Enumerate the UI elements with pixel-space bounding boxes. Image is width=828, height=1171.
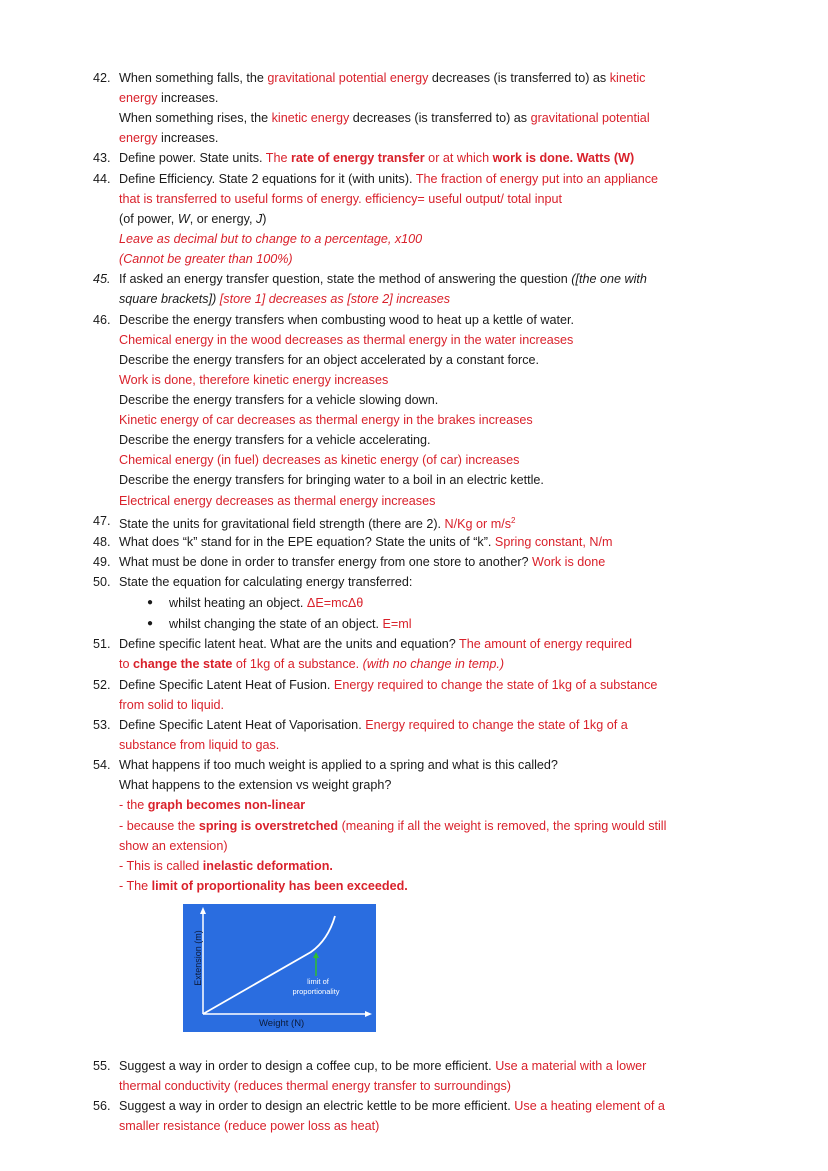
q46-line-4: Work is done, therefore kinetic energy increases bbox=[119, 373, 389, 387]
q43-line-1: Define power. State units. The rate of energy transfer or at which work is done. Watts (W) bbox=[119, 151, 635, 165]
q45-line-1: If asked an energy transfer question, state the method of answering the question ([the one with bbox=[119, 272, 647, 286]
bullet-icon: ● bbox=[147, 597, 154, 608]
q46-line-5: Describe the energy transfers for a vehicle slowing down. bbox=[119, 393, 439, 407]
q54-line-4: - because the spring is overstretched (meaning if all the weight is removed, the spring would still bbox=[119, 819, 667, 833]
q53-line-2: substance from liquid to gas. bbox=[119, 738, 280, 752]
item-number: 48. bbox=[93, 535, 111, 549]
q53-line-1: Define Specific Latent Heat of Vaporisation. Energy required to change the state of 1kg of a bbox=[119, 718, 628, 732]
graph-annotation-line-2: proportionality bbox=[292, 987, 340, 996]
q54-line-2: What happens to the extension vs weight graph? bbox=[119, 778, 392, 792]
q52-line-2: from solid to liquid. bbox=[119, 698, 224, 712]
q46-line-9: Describe the energy transfers for bringing water to a boil in an electric kettle. bbox=[119, 473, 544, 487]
q46-line-7: Describe the energy transfers for a vehicle accelerating. bbox=[119, 433, 431, 447]
item-number: 54. bbox=[93, 758, 111, 772]
q54-line-1: What happens if too much weight is applied to a spring and what is this called? bbox=[119, 758, 558, 772]
item-number: 50. bbox=[93, 575, 111, 589]
q50-line-1: State the equation for calculating energy transferred: bbox=[119, 575, 413, 589]
q42-line-3: When something rises, the kinetic energy decreases (is transferred to) as gravitational potential bbox=[119, 111, 650, 125]
q46-line-8: Chemical energy (in fuel) decreases as kinetic energy (of car) increases bbox=[119, 453, 520, 467]
q55-line-1: Suggest a way in order to design a coffee cup, to be more efficient. Use a material with a lower bbox=[119, 1059, 647, 1073]
q54-line-7: - The limit of proportionality has been exceeded. bbox=[119, 879, 408, 893]
extension-curve bbox=[203, 916, 335, 1014]
q54-line-6: - This is called inelastic deformation. bbox=[119, 859, 333, 873]
item-number: 45. bbox=[93, 272, 111, 286]
q54-line-5: show an extension) bbox=[119, 839, 228, 853]
graph-drawing bbox=[183, 904, 376, 1032]
q45-line-2: square brackets]) [store 1] decreases as [store 2] increases bbox=[119, 292, 451, 306]
q50-bullet-1: whilst heating an object. ΔE=mcΔθ bbox=[169, 596, 364, 610]
q48-line-1: What does “k” stand for in the EPE equation? State the units of “k”. Spring constant, N/m bbox=[119, 535, 613, 549]
x-axis-arrow-icon bbox=[365, 1011, 372, 1017]
q50-bullet-2: whilst changing the state of an object. E=ml bbox=[169, 617, 412, 631]
graph-y-label: Extension (m) bbox=[193, 930, 203, 986]
q44-line-2: that is transferred to useful forms of energy. efficiency= useful output/ total input bbox=[119, 192, 563, 206]
q44-line-5: (Cannot be greater than 100%) bbox=[119, 252, 293, 266]
item-number: 43. bbox=[93, 151, 111, 165]
q51-line-1: Define specific latent heat. What are the units and equation? The amount of energy required bbox=[119, 637, 632, 651]
q47-line-1: State the units for gravitational field strength (there are 2). N/Kg or $m/s^2$ bbox=[119, 516, 516, 532]
q55-line-2: thermal conductivity (reduces thermal energy transfer to surroundings) bbox=[119, 1079, 511, 1093]
annotation-arrow-icon bbox=[313, 952, 319, 958]
q52-line-1: Define Specific Latent Heat of Fusion. Energy required to change the state of 1kg of a substance bbox=[119, 678, 658, 692]
item-number: 55. bbox=[93, 1059, 111, 1073]
graph-annotation-line-1: limit of bbox=[307, 977, 329, 986]
item-number: 52. bbox=[93, 678, 111, 692]
item-number: 44. bbox=[93, 172, 111, 186]
q56-line-2: smaller resistance (reduce power loss as heat) bbox=[119, 1119, 380, 1133]
q44-line-3: (of power, W, or energy, J) bbox=[119, 212, 267, 226]
q51-line-2: to change the state of 1kg of a substance. (with no change in temp.) bbox=[119, 657, 505, 671]
spring-extension-graph bbox=[183, 904, 376, 1032]
q46-line-2: Chemical energy in the wood decreases as thermal energy in the water increases bbox=[119, 333, 574, 347]
q54-line-3: - the graph becomes non-linear bbox=[119, 798, 306, 812]
q56-line-1: Suggest a way in order to design an electric kettle to be more efficient. Use a heating element of a bbox=[119, 1099, 665, 1113]
q42-line-4: energy increases. bbox=[119, 131, 219, 145]
q49-line-1: What must be done in order to transfer energy from one store to another? Work is done bbox=[119, 555, 606, 569]
item-number: 51. bbox=[93, 637, 111, 651]
item-number: 47. bbox=[93, 514, 111, 528]
item-number: 56. bbox=[93, 1099, 111, 1113]
item-number: 46. bbox=[93, 313, 111, 327]
item-number: 42. bbox=[93, 71, 111, 85]
q42-line-2: energy increases. bbox=[119, 91, 219, 105]
q46-line-1: Describe the energy transfers when combusting wood to heat up a kettle of water. bbox=[119, 313, 575, 327]
q46-line-3: Describe the energy transfers for an object accelerated by a constant force. bbox=[119, 353, 540, 367]
bullet-icon: ● bbox=[147, 618, 154, 629]
graph-x-label: Weight (N) bbox=[259, 1018, 305, 1029]
item-number: 49. bbox=[93, 555, 111, 569]
item-number: 53. bbox=[93, 718, 111, 732]
q46-line-10: Electrical energy decreases as thermal energy increases bbox=[119, 494, 436, 508]
q44-line-1: Define Efficiency. State 2 equations for it (with units). The fraction of energy put into an appliance bbox=[119, 172, 659, 186]
q42-line-1: When something falls, the gravitational potential energy decreases (is transferred to) as kinetic bbox=[119, 71, 646, 85]
q44-line-4: Leave as decimal but to change to a percentage, x100 bbox=[119, 232, 423, 246]
q46-line-6: Kinetic energy of car decreases as thermal energy in the brakes increases bbox=[119, 413, 533, 427]
